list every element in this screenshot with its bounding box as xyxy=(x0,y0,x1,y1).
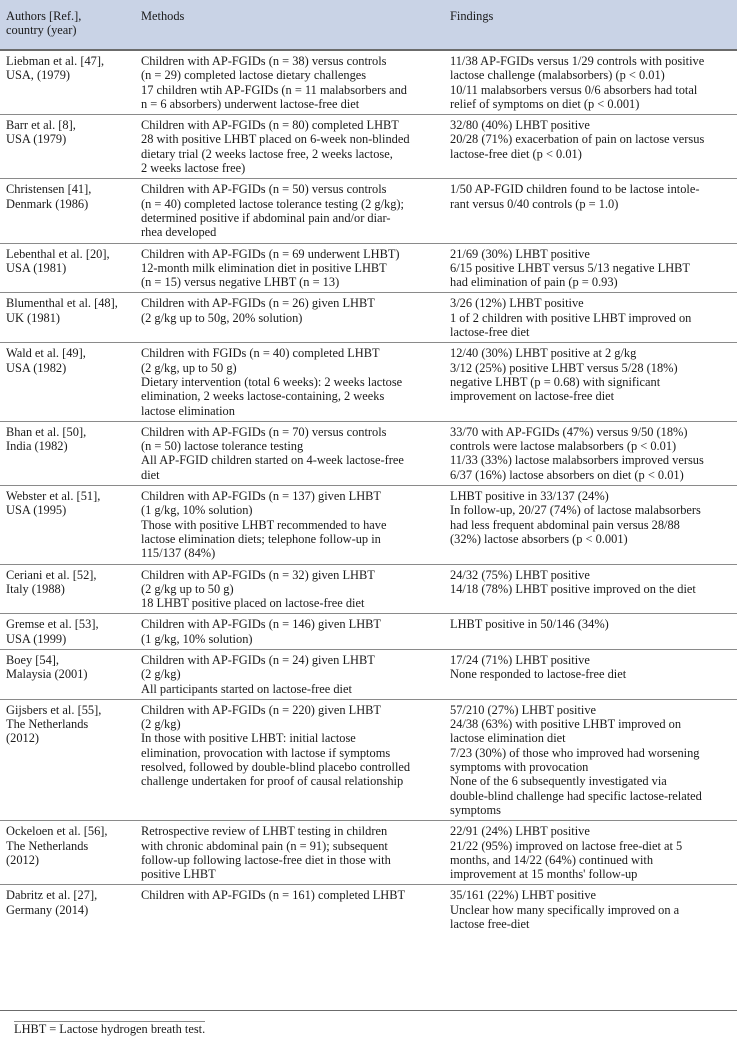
methods-line: (1 g/kg, 10% solution) xyxy=(141,503,253,518)
methods-line: Children with AP-FGIDs (n = 80) completed LHBT xyxy=(141,118,399,133)
findings-line: 11/33 (33%) lactose malabsorbers improved versus xyxy=(450,453,704,468)
methods-line: (2 g/kg) xyxy=(141,667,181,682)
findings-line: LHBT positive in 50/146 (34%) xyxy=(450,617,609,632)
findings-line: In follow-up, 20/27 (74%) of lactose malabsorbers xyxy=(450,503,701,518)
cell-authors xyxy=(0,243,135,293)
authors-line: Malaysia (2001) xyxy=(6,667,88,682)
authors-line: Italy (1988) xyxy=(6,581,65,596)
methods-line: (2 g/kg up to 50 g) xyxy=(141,581,234,596)
authors-line: USA (1995) xyxy=(6,503,67,518)
methods-line: 115/137 (84%) xyxy=(141,546,216,561)
methods-line: (n = 50) lactose tolerance testing xyxy=(141,439,304,454)
table-bottom-rule xyxy=(0,1010,737,1011)
cell-authors xyxy=(0,821,135,885)
findings-line: 11/38 AP-FGIDs versus 1/29 controls with positive xyxy=(450,54,705,68)
authors-line: Germany (2014) xyxy=(6,902,89,917)
findings-line: lactose-free diet (p < 0.01) xyxy=(450,146,582,161)
cell-methods xyxy=(135,699,444,820)
methods-line: 2 weeks lactose free) xyxy=(141,161,246,176)
findings-line: months, and 14/22 (64%) continued with xyxy=(450,852,654,867)
table-row xyxy=(0,50,737,115)
methods-line: elimination, provocation with lactose if symptoms xyxy=(141,745,391,760)
findings-line: 1 of 2 children with positive LHBT improved on xyxy=(450,310,692,325)
methods-line: 12-month milk elimination diet in positive LHBT xyxy=(141,260,387,275)
methods-line: (1 g/kg, 10% solution) xyxy=(141,631,253,646)
findings-line: symptoms with provocation xyxy=(450,760,589,775)
findings-line: 7/23 (30%) of those who improved had worsening xyxy=(450,745,700,760)
findings-line: improvement at 15 months' follow-up xyxy=(450,867,638,882)
cell-findings xyxy=(444,649,737,699)
cell-methods xyxy=(135,649,444,699)
authors-line: Denmark (1986) xyxy=(6,196,89,211)
findings-line: improvement on lactose-free diet xyxy=(450,389,615,404)
cell-authors xyxy=(0,885,135,934)
methods-line: positive LHBT xyxy=(141,867,216,882)
methods-line: n = 6 absorbers) underwent lactose-free diet xyxy=(141,96,360,111)
cell-methods xyxy=(135,821,444,885)
findings-line: 24/32 (75%) LHBT positive xyxy=(450,567,590,582)
authors-line: India (1982) xyxy=(6,439,68,454)
methods-line: rhea developed xyxy=(141,225,217,240)
authors-line: Bhan et al. [50], xyxy=(6,424,87,439)
findings-line: None of the 6 subsequently investigated via xyxy=(450,774,667,789)
methods-line: All AP-FGID children started on 4-week lactose-free xyxy=(141,453,404,468)
cell-authors xyxy=(0,564,135,614)
methods-line: Children with AP-FGIDs (n = 220) given LHBT xyxy=(141,702,381,717)
table-row xyxy=(0,649,737,699)
methods-line: 18 LHBT positive placed on lactose-free diet xyxy=(141,596,365,611)
cell-findings xyxy=(444,421,737,485)
cell-findings xyxy=(444,614,737,650)
findings-line: lactose-free diet xyxy=(450,325,530,340)
findings-line: 21/22 (95%) improved on lactose free-diet at 5 xyxy=(450,838,683,853)
authors-line: Gijsbers et al. [55], xyxy=(6,702,102,717)
findings-line: 3/26 (12%) LHBT positive xyxy=(450,296,584,311)
findings-line: relief of symptoms on diet (p < 0.001) xyxy=(450,96,640,111)
cell-methods xyxy=(135,179,444,243)
methods-line: Children with AP-FGIDs (n = 32) given LHBT xyxy=(141,567,375,582)
table-row xyxy=(0,421,737,485)
authors-line: USA (1981) xyxy=(6,260,67,275)
table-row xyxy=(0,179,737,243)
table-row xyxy=(0,243,737,293)
methods-line: Children with AP-FGIDs (n = 38) versus controls xyxy=(141,54,387,68)
authors-line: USA (1999) xyxy=(6,631,67,646)
findings-line: lactose free-diet xyxy=(450,917,530,932)
header-authors xyxy=(0,0,135,50)
authors-line: USA, (1979) xyxy=(6,68,71,83)
methods-line: Children with AP-FGIDs (n = 26) given LHBT xyxy=(141,296,375,311)
authors-line: Wald et al. [49], xyxy=(6,346,86,361)
methods-line: Dietary intervention (total 6 weeks): 2 weeks lactose xyxy=(141,374,403,389)
findings-line: had elimination of pain (p = 0.93) xyxy=(450,275,618,290)
footnote: LHBT = Lactose hydrogen breath test. xyxy=(14,1022,206,1036)
authors-line: Liebman et al. [47], xyxy=(6,54,105,68)
cell-authors xyxy=(0,421,135,485)
findings-line: LHBT positive in 33/137 (24%) xyxy=(450,489,609,504)
findings-line: 10/11 malabsorbers versus 0/6 absorbers had total xyxy=(450,82,698,97)
findings-line: 24/38 (63%) with positive LHBT improved on xyxy=(450,717,682,732)
cell-methods xyxy=(135,293,444,343)
cell-authors xyxy=(0,50,135,115)
findings-line: 35/161 (22%) LHBT positive xyxy=(450,888,597,903)
findings-line: negative LHBT (p = 0.68) with significant xyxy=(450,374,661,389)
findings-line: 57/210 (27%) LHBT positive xyxy=(450,702,597,717)
methods-line: Children with AP-FGIDs (n = 70) versus controls xyxy=(141,424,387,439)
cell-findings xyxy=(444,179,737,243)
methods-line: diet xyxy=(141,467,160,482)
cell-authors xyxy=(0,486,135,564)
methods-line: challenge undertaken for proof of causal relationship xyxy=(141,774,404,789)
cell-authors xyxy=(0,343,135,421)
findings-line: lactose elimination diet xyxy=(450,731,566,746)
authors-line: UK (1981) xyxy=(6,310,61,325)
findings-line: 6/15 positive LHBT versus 5/13 negative LHBT xyxy=(450,260,690,275)
findings-line: 12/40 (30%) LHBT positive at 2 g/kg xyxy=(450,346,637,361)
findings-line: controls were lactose malabsorbers (p < 0.01) xyxy=(450,439,677,454)
cell-authors xyxy=(0,179,135,243)
methods-line: lactose elimination diets; telephone follow-up in xyxy=(141,531,381,546)
table-row xyxy=(0,115,737,179)
cell-methods xyxy=(135,421,444,485)
methods-line: Children with AP-FGIDs (n = 137) given LHBT xyxy=(141,489,381,504)
findings-line: rant versus 0/40 controls (p = 1.0) xyxy=(450,196,619,211)
cell-methods xyxy=(135,614,444,650)
cell-authors xyxy=(0,614,135,650)
header-findings: Findings xyxy=(450,9,494,23)
methods-line: (n = 29) completed lactose dietary challenges xyxy=(141,68,367,83)
header-methods: Methods xyxy=(141,9,185,23)
methods-line: Children with AP-FGIDs (n = 161) completed LHBT xyxy=(141,888,406,903)
table-row xyxy=(0,343,737,421)
methods-line: Children with AP-FGIDs (n = 24) given LHBT xyxy=(141,652,375,667)
findings-line: 3/12 (25%) positive LHBT versus 5/28 (18%) xyxy=(450,360,678,375)
table-row xyxy=(0,821,737,885)
authors-line: Blumenthal et al. [48], xyxy=(6,296,118,311)
findings-line: Unclear how many specifically improved on a xyxy=(450,902,680,917)
findings-line: 20/28 (71%) exacerbation of pain on lactose versus xyxy=(450,132,705,147)
cell-methods xyxy=(135,243,444,293)
cell-authors xyxy=(0,699,135,820)
methods-line: 28 with positive LHBT placed on 6-week non-blinded xyxy=(141,132,410,147)
authors-line: The Netherlands xyxy=(6,717,89,732)
findings-line: 22/91 (24%) LHBT positive xyxy=(450,824,590,839)
authors-line: Christensen [41], xyxy=(6,182,92,197)
methods-line: Children with FGIDs (n = 40) completed LHBT xyxy=(141,346,380,361)
methods-line: Children with AP-FGIDs (n = 146) given LHBT xyxy=(141,617,381,632)
cell-authors xyxy=(0,649,135,699)
authors-line: Ockeloen et al. [56], xyxy=(6,824,108,839)
findings-line: had less frequent abdominal pain versus 28/88 xyxy=(450,517,680,532)
cell-methods xyxy=(135,50,444,115)
cell-methods xyxy=(135,486,444,564)
authors-line: Gremse et al. [53], xyxy=(6,617,99,632)
methods-line: elimination, 2 weeks lactose-containing, 2 weeks xyxy=(141,389,385,404)
methods-line: All participants started on lactose-free diet xyxy=(141,681,352,696)
cell-methods xyxy=(135,885,444,934)
cell-methods xyxy=(135,343,444,421)
table-row xyxy=(0,564,737,614)
methods-line: Those with positive LHBT recommended to have xyxy=(141,517,387,532)
authors-line: Dabritz et al. [27], xyxy=(6,888,98,903)
methods-line: 17 children wtih AP-FGIDs (n = 11 malabsorbers and xyxy=(141,82,408,97)
findings-line: 32/80 (40%) LHBT positive xyxy=(450,118,590,133)
cell-findings xyxy=(444,343,737,421)
cell-findings xyxy=(444,821,737,885)
methods-line: (2 g/kg) xyxy=(141,717,181,732)
authors-line: Lebenthal et al. [20], xyxy=(6,246,110,261)
table-row xyxy=(0,699,737,820)
findings-line: 1/50 AP-FGID children found to be lactose intole- xyxy=(450,182,700,197)
cell-authors xyxy=(0,115,135,179)
table-row xyxy=(0,486,737,564)
cell-findings xyxy=(444,486,737,564)
authors-line: (2012) xyxy=(6,731,40,746)
findings-line: double-blind challenge had specific lactose-related xyxy=(450,788,702,803)
cell-findings xyxy=(444,243,737,293)
methods-line: (n = 15) versus negative LHBT (n = 13) xyxy=(141,275,340,290)
methods-line: (n = 40) completed lactose tolerance testing (2 g/kg); xyxy=(141,196,404,211)
methods-line: follow-up following lactose-free diet in those with xyxy=(141,852,391,867)
header-row xyxy=(0,0,737,50)
table-header xyxy=(0,0,737,50)
methods-line: resolved, followed by double-blind placebo controlled xyxy=(141,760,411,775)
table-row xyxy=(0,614,737,650)
header-authors-line: Authors [Ref.], xyxy=(6,9,82,23)
findings-line: 14/18 (78%) LHBT positive improved on the diet xyxy=(450,581,696,596)
findings-line: 33/70 with AP-FGIDs (47%) versus 9/50 (18%) xyxy=(450,424,688,439)
authors-line: USA (1982) xyxy=(6,360,67,375)
cell-methods xyxy=(135,564,444,614)
findings-line: 21/69 (30%) LHBT positive xyxy=(450,246,590,261)
methods-line: determined positive if abdominal pain and/or diar- xyxy=(141,210,391,225)
findings-line: lactose challenge (malabsorbers) (p < 0.01) xyxy=(450,68,665,83)
cell-findings xyxy=(444,293,737,343)
authors-line: Ceriani et al. [52], xyxy=(6,567,97,582)
header-authors-line: country (year) xyxy=(6,23,77,38)
methods-line: with chronic abdominal pain (n = 91); subsequent xyxy=(141,838,388,853)
cell-authors xyxy=(0,293,135,343)
findings-line: 17/24 (71%) LHBT positive xyxy=(450,652,590,667)
methods-line: Children with AP-FGIDs (n = 69 underwent LHBT) xyxy=(141,246,400,261)
authors-line: Boey [54], xyxy=(6,652,59,667)
methods-line: (2 g/kg up to 50g, 20% solution) xyxy=(141,310,303,325)
cell-methods xyxy=(135,115,444,179)
cell-findings xyxy=(444,115,737,179)
methods-line: lactose elimination xyxy=(141,403,235,418)
cell-findings xyxy=(444,885,737,934)
methods-line: Children with AP-FGIDs (n = 50) versus controls xyxy=(141,182,387,197)
methods-line: In those with positive LHBT: initial lactose xyxy=(141,731,356,746)
authors-line: Barr et al. [8], xyxy=(6,118,76,133)
table-row xyxy=(0,885,737,934)
findings-line: None responded to lactose-free diet xyxy=(450,667,627,682)
authors-line: The Netherlands xyxy=(6,838,89,853)
findings-line: (32%) lactose absorbers (p < 0.001) xyxy=(450,531,628,546)
methods-line: (2 g/kg, up to 50 g) xyxy=(141,360,237,375)
authors-line: (2012) xyxy=(6,852,40,867)
methods-line: dietary trial (2 weeks lactose free, 2 weeks lactose, xyxy=(141,146,393,161)
cell-findings xyxy=(444,699,737,820)
findings-line: symptoms xyxy=(450,802,501,817)
table-body xyxy=(0,50,737,934)
authors-line: Webster et al. [51], xyxy=(6,489,101,504)
findings-line: 6/37 (16%) lactose absorbers on diet (p < 0.01) xyxy=(450,467,684,482)
authors-line: USA (1979) xyxy=(6,132,67,147)
methods-line: Retrospective review of LHBT testing in children xyxy=(141,824,388,839)
cell-findings xyxy=(444,50,737,115)
cell-findings xyxy=(444,564,737,614)
table-row xyxy=(0,293,737,343)
